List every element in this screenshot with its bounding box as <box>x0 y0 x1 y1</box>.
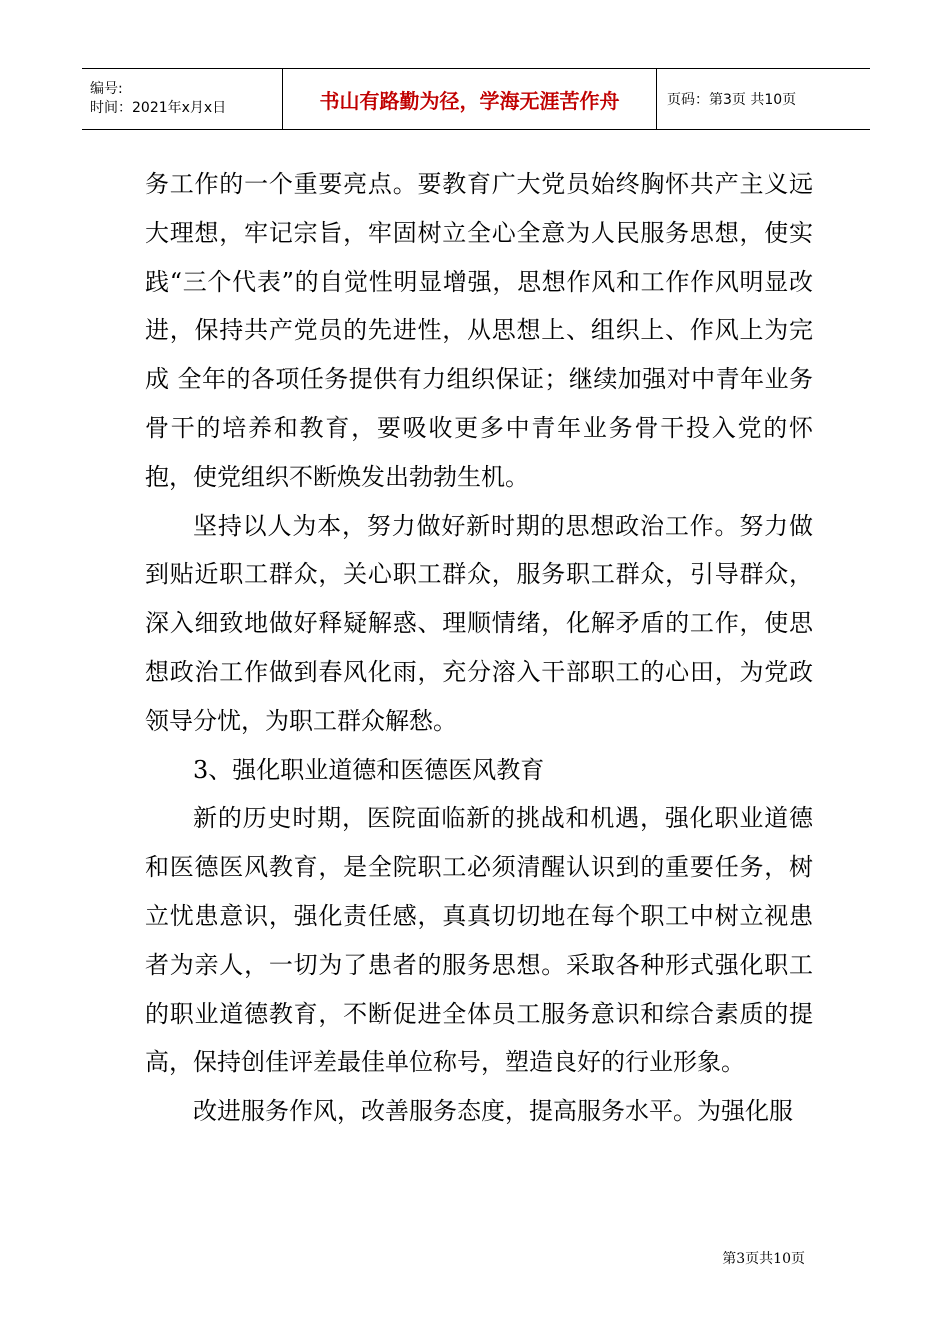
page-header <box>82 68 870 130</box>
header-meta <box>82 69 283 129</box>
paragraph: 改进服务作风，改善服务态度，提高服务水平。为强化服 <box>193 1097 793 1126</box>
paragraph: 新的历史时期，医院面临新的挑战和机遇，强化职业道德和医德医风教育，是全院职工必须清醒认识到的重要任务，树立忧患意识，强化责任感，真真切切地在每个职工中树立视患者为亲人，一切为了患者的服务思想。采取各种形式强化职工的职业道德教育，不断促进全体员工服务意识和综合素质的提高，保持创佳评差最佳单位称号，塑造良好的行业形象。 <box>145 804 813 1077</box>
document-body <box>145 160 813 1136</box>
document-number-label: 编号: <box>90 81 123 97</box>
section-heading: 3、强化职业道德和医德医风教育 <box>193 755 545 784</box>
header-page-cell <box>657 69 870 129</box>
header-motto-cell <box>283 69 657 129</box>
paragraph-continued: 务工作的一个重要亮点。要教育广大党员始终胸怀共产主义远大理想，牢记宗旨，牢固树立全心全意为人民服务思想，使实践“三个代表”的自觉性明显增强，思想作风和工作作风明显改进，保持共产党员的先进性，从思想上、组织上、作风上为完成 全年的各项任务提供有力组织保证；继续加强对中青年业务骨干的培养和教育，要吸收更多中青年业务骨干投入党的怀抱，使党组织不断焕发出勃勃生机。 <box>145 170 813 491</box>
document-date: 时间：2021年x月x日 <box>90 100 227 116</box>
paragraph: 坚持以人为本，努力做好新时期的思想政治工作。努力做到贴近职工群众，关心职工群众，服务职工群众，引导群众，深入细致地做好释疑解惑、理顺情绪，化解矛盾的工作，使思想政治工作做到春风化雨，充分溶入干部职工的心田，为党政领导分忧，为职工群众解愁。 <box>145 511 813 735</box>
page-footer <box>722 1248 805 1268</box>
footer-page-number: 第3页共10页 <box>722 1251 805 1267</box>
header-page-number: 页码：第3页 共10页 <box>667 92 797 108</box>
header-motto: 书山有路勤为径，学海无涯苦作舟 <box>319 88 620 113</box>
